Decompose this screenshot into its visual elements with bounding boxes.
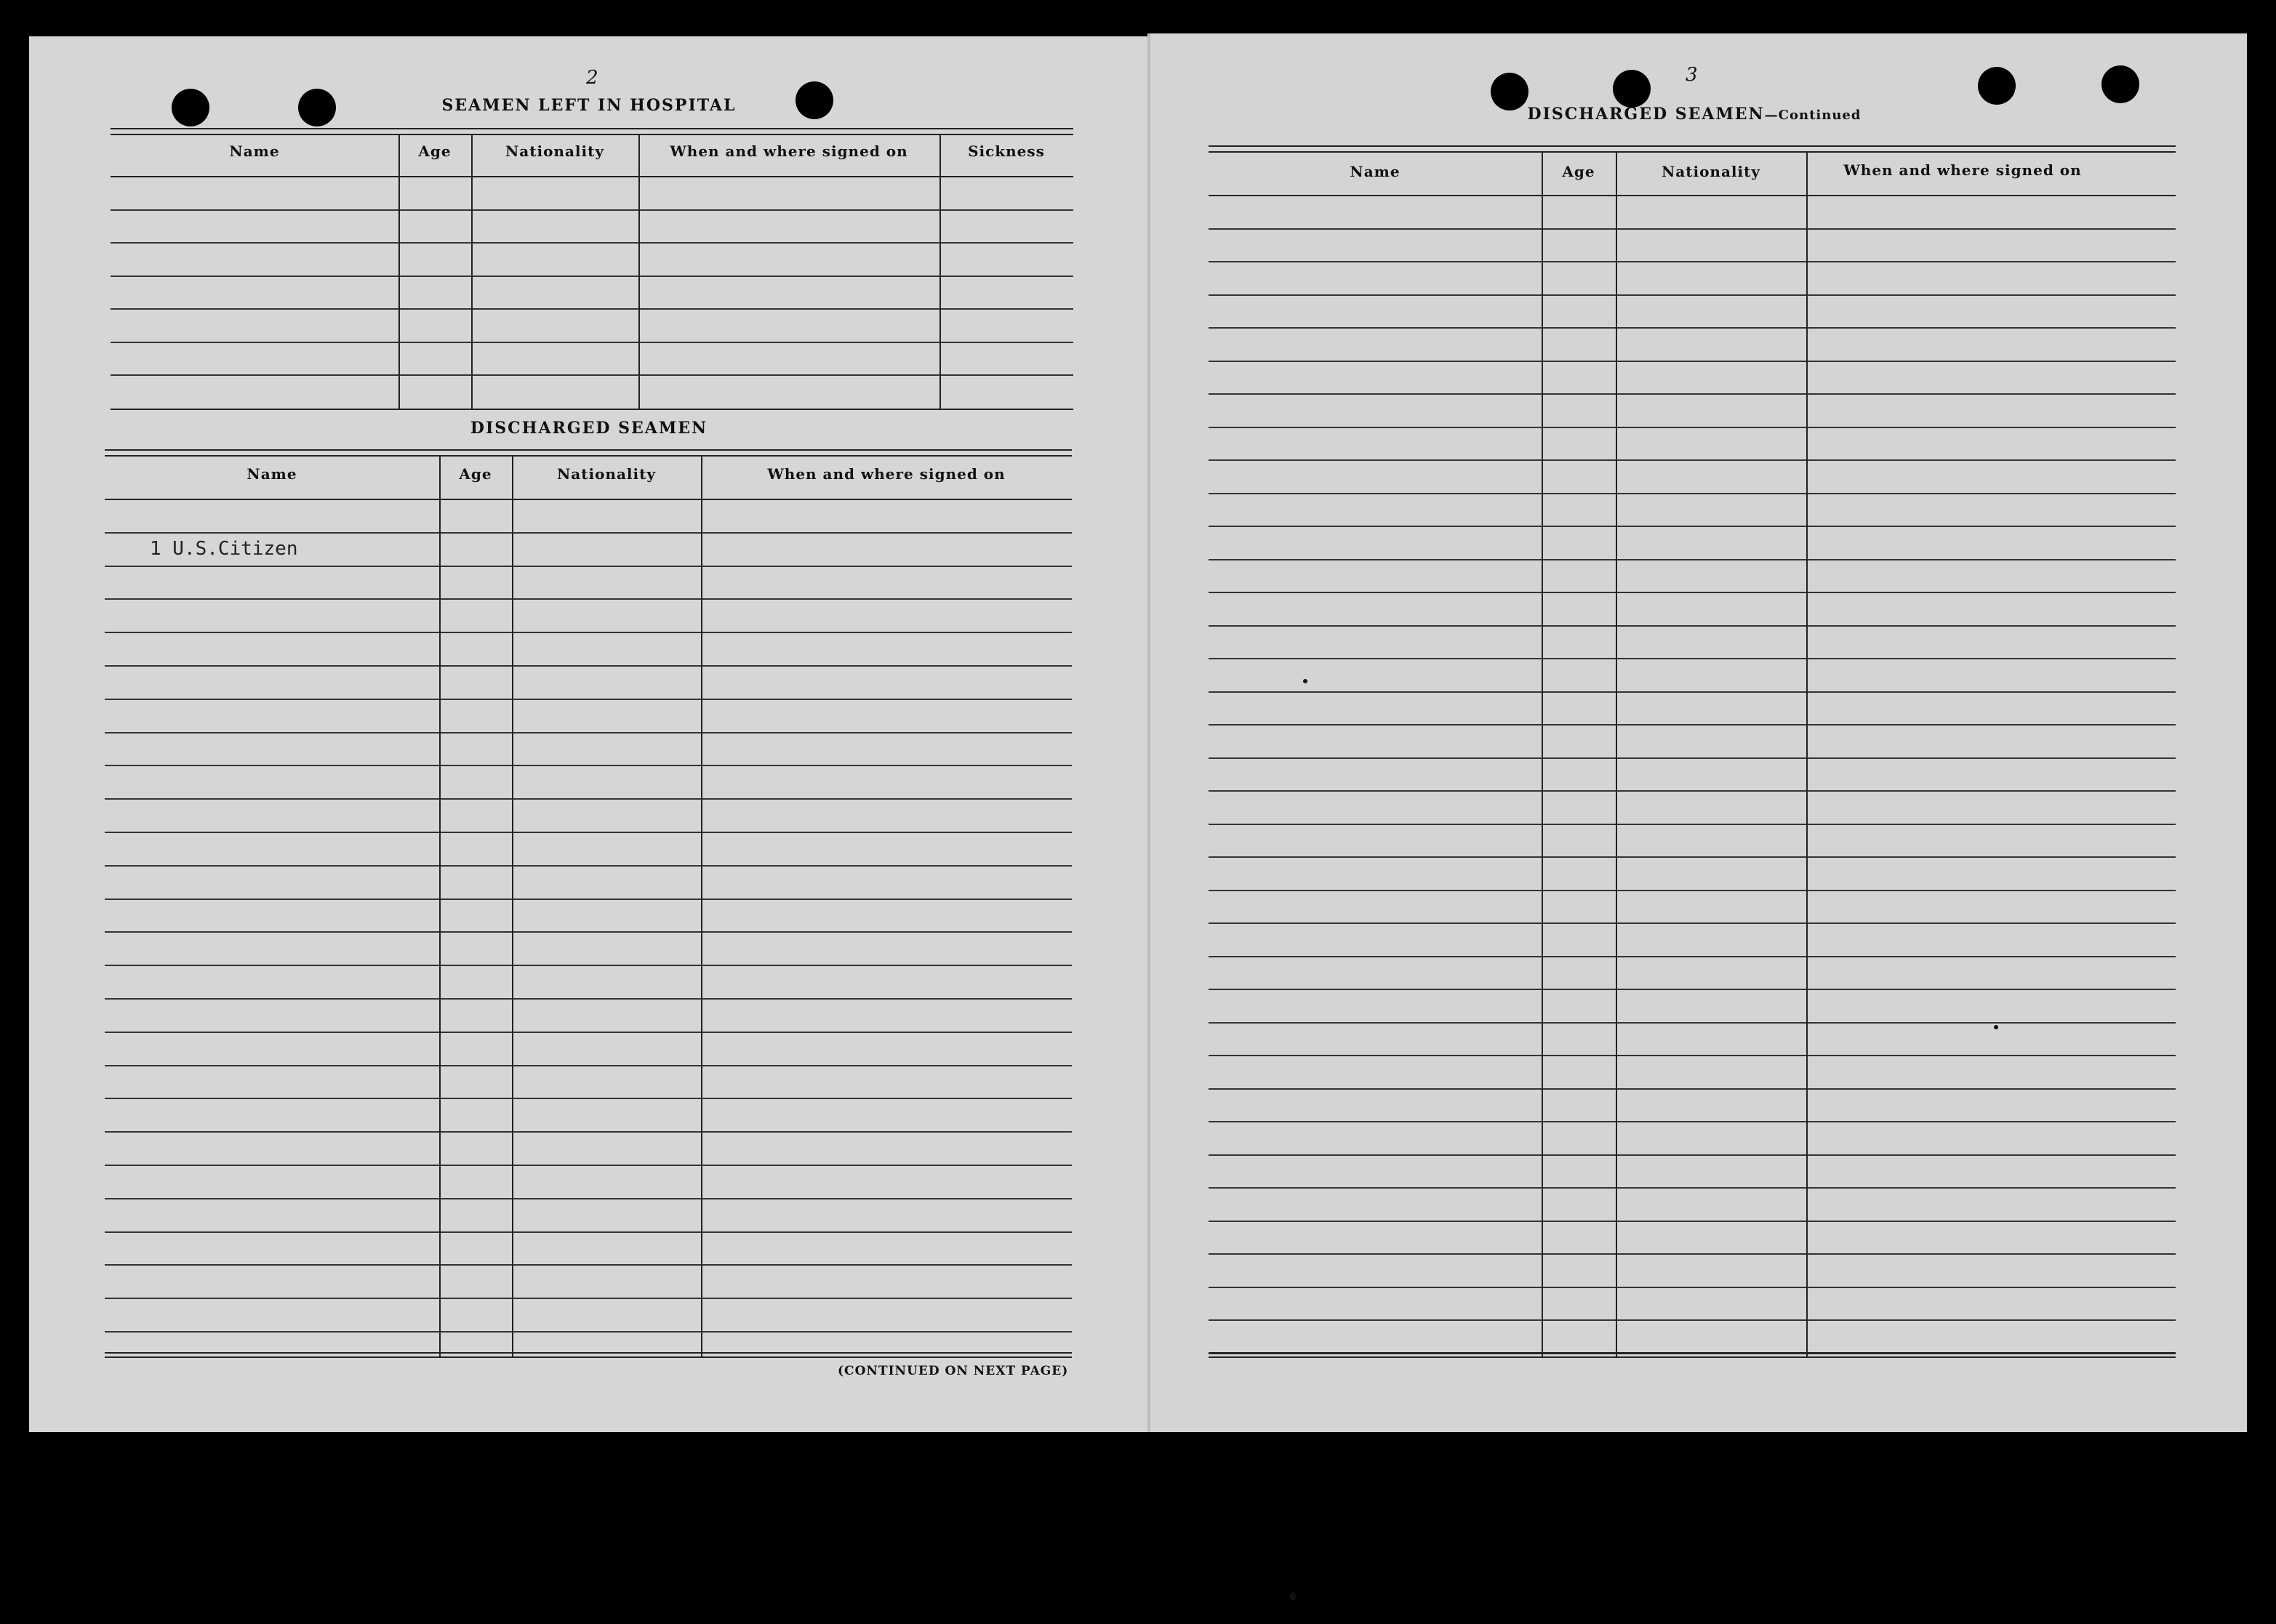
row-rule (1209, 1088, 2176, 1090)
page-number: 3 (1686, 64, 1698, 86)
row-rule (1209, 1187, 2176, 1189)
column-header-nationality: Nationality (1662, 163, 1760, 180)
table-rule (1209, 151, 2176, 153)
row-rule (1209, 890, 2176, 891)
column-divider (512, 457, 513, 1356)
row-rule (1209, 327, 2176, 329)
row-rule (1209, 1121, 2176, 1122)
discharged-continued-title (1498, 105, 1891, 124)
column-divider (701, 457, 702, 1356)
row-rule (105, 832, 1072, 833)
header-rule (111, 176, 1073, 177)
row-rule (105, 965, 1072, 966)
row-rule (105, 931, 1072, 933)
row-rule (105, 566, 1072, 567)
row-rule (111, 209, 1073, 211)
page-fold (1147, 33, 1150, 1432)
bottom-rule (1209, 1352, 2176, 1354)
column-divider (1542, 153, 1543, 1356)
row-rule (105, 1331, 1072, 1332)
row-rule (1209, 658, 2176, 659)
column-header-sickness: Sickness (968, 142, 1045, 160)
row-rule (1209, 1253, 2176, 1255)
row-rule (105, 1298, 1072, 1299)
row-rule (105, 865, 1072, 867)
table-rule (105, 455, 1072, 457)
row-rule (105, 1032, 1072, 1033)
row-rule (1209, 1319, 2176, 1321)
bottom-rule (111, 409, 1073, 410)
row-rule (105, 1098, 1072, 1099)
column-divider (398, 135, 400, 409)
paper-speck (1303, 679, 1307, 683)
row-rule (1209, 625, 2176, 627)
row-rule (105, 1264, 1072, 1266)
row-rule (105, 532, 1072, 534)
row-rule (105, 699, 1072, 700)
page-number: 2 (586, 67, 598, 89)
continued-note: (CONTINUED ON NEXT PAGE) (838, 1364, 1069, 1378)
column-header-signed-on: When and where signed on (670, 142, 908, 160)
row-rule (1209, 294, 2176, 296)
row-rule (111, 276, 1073, 277)
row-rule (1209, 691, 2176, 693)
bottom-rule (105, 1352, 1072, 1354)
row-rule (105, 1198, 1072, 1199)
discharged-continued-title-main: DISCHARGED SEAMEN (1527, 105, 1765, 124)
row-rule (1209, 361, 2176, 362)
discharged-section-title: DISCHARGED SEAMEN (470, 419, 708, 438)
row-rule (1209, 559, 2176, 560)
row-rule (105, 1231, 1072, 1233)
column-divider (471, 135, 473, 409)
column-divider (939, 135, 941, 409)
row-rule (1209, 856, 2176, 858)
column-header-signed-on: When and where signed on (767, 465, 1006, 483)
row-rule (105, 632, 1072, 633)
row-rule (1209, 757, 2176, 759)
hospital-section-title: SEAMEN LEFT IN HOSPITAL (441, 96, 737, 115)
discharged-entry: 1 U.S.Citizen (150, 538, 298, 560)
row-rule (1209, 1154, 2176, 1156)
column-header-signed-on: When and where signed on (1843, 161, 2082, 179)
row-rule (105, 798, 1072, 800)
row-rule (1209, 989, 2176, 990)
row-rule (1209, 526, 2176, 527)
discharged-table (105, 449, 1072, 1356)
header-rule (105, 499, 1072, 500)
row-rule (105, 765, 1072, 766)
discharged-continued-title-suffix: —Continued (1764, 108, 1862, 123)
row-rule (1209, 724, 2176, 725)
row-rule (1209, 393, 2176, 395)
punch-hole (2101, 65, 2139, 103)
table-rule (111, 134, 1073, 135)
discharged-continued-table (1209, 145, 2176, 1356)
row-rule (105, 732, 1072, 733)
row-rule (105, 899, 1072, 900)
row-rule (111, 374, 1073, 376)
hospital-table (111, 128, 1073, 409)
row-rule (1209, 922, 2176, 924)
row-rule (111, 342, 1073, 343)
column-divider (638, 135, 640, 409)
row-rule (1209, 1221, 2176, 1222)
row-rule (105, 1065, 1072, 1066)
table-rule (111, 128, 1073, 129)
column-divider (439, 457, 441, 1356)
punch-hole (298, 89, 336, 126)
row-rule (1209, 459, 2176, 461)
row-rule (105, 598, 1072, 600)
table-rule (105, 449, 1072, 451)
row-rule (1209, 1287, 2176, 1288)
header-rule (1209, 195, 2176, 196)
row-rule (105, 1165, 1072, 1166)
column-header-nationality: Nationality (557, 465, 656, 483)
column-divider (1616, 153, 1617, 1356)
row-rule (1209, 427, 2176, 428)
column-divider (1806, 153, 1808, 1356)
row-rule (105, 665, 1072, 667)
row-rule (1209, 592, 2176, 593)
column-header-name: Name (247, 465, 297, 483)
row-rule (111, 308, 1073, 310)
table-rule (1209, 145, 2176, 147)
row-rule (1209, 790, 2176, 792)
row-rule (105, 1131, 1072, 1133)
paper-speck (1994, 1025, 1998, 1029)
punch-hole (796, 81, 833, 119)
row-rule (1209, 493, 2176, 494)
row-rule (1209, 1055, 2176, 1056)
row-rule (1209, 956, 2176, 957)
punch-hole (172, 89, 209, 126)
column-header-name: Name (1350, 163, 1401, 180)
row-rule (1209, 261, 2176, 262)
column-header-name: Name (229, 142, 280, 160)
punch-hole (1978, 67, 2016, 105)
punch-hole (1613, 70, 1651, 108)
column-header-age: Age (459, 465, 492, 483)
row-rule (1209, 228, 2176, 230)
column-header-age: Age (1562, 163, 1595, 180)
row-rule (111, 242, 1073, 244)
column-header-nationality: Nationality (505, 142, 604, 160)
row-rule (105, 998, 1072, 1000)
column-header-age: Age (418, 142, 452, 160)
row-rule (1209, 824, 2176, 825)
paper-speck (1290, 1592, 1296, 1601)
row-rule (1209, 1022, 2176, 1024)
